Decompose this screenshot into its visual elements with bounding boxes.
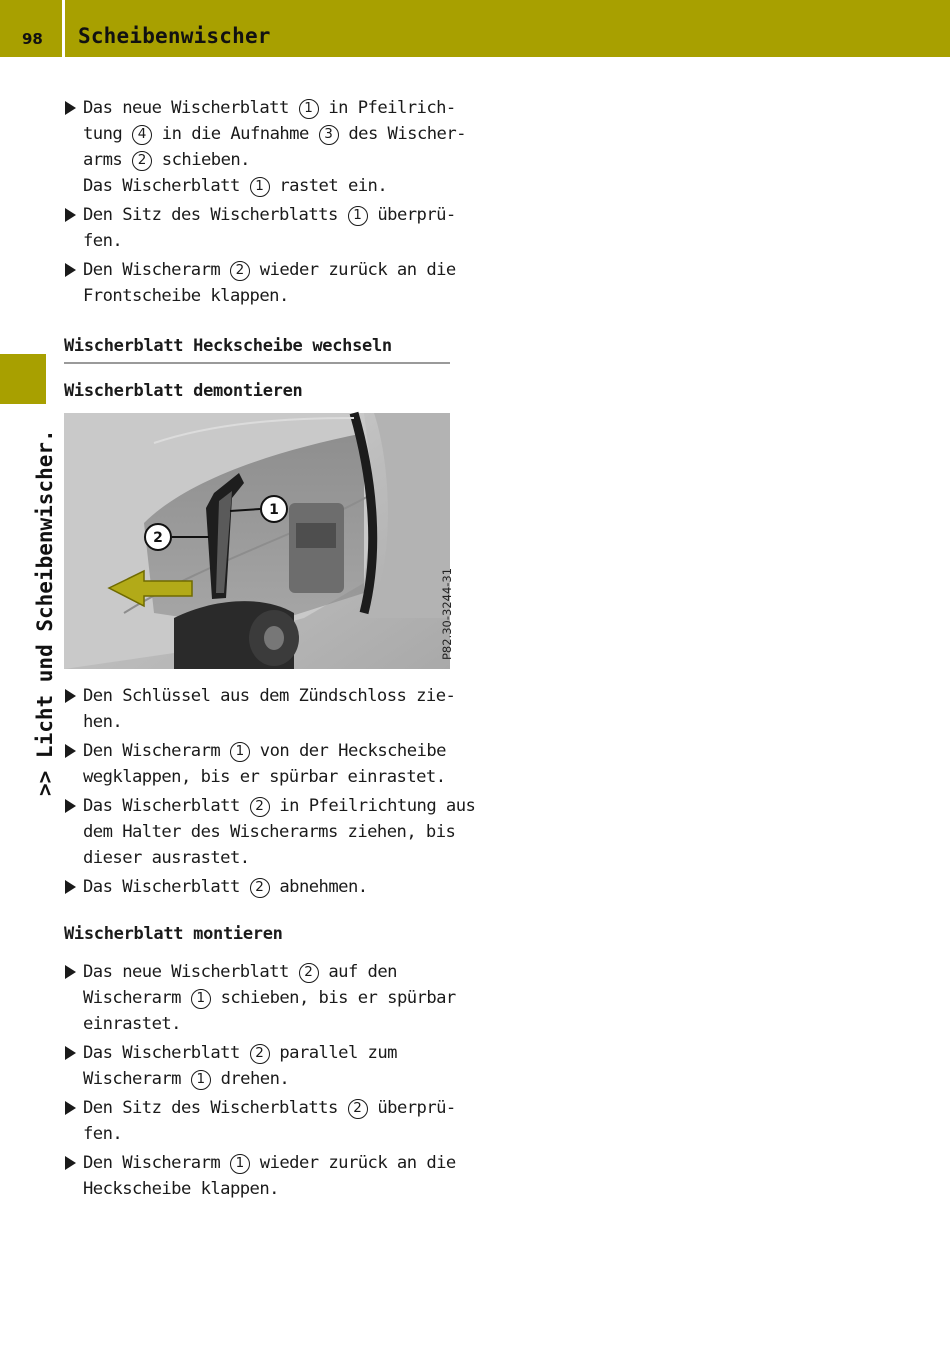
step-line — [83, 95, 456, 121]
step-text: Den Wischerarm — [83, 1153, 230, 1173]
step-arrow-icon — [65, 208, 76, 222]
step-line — [83, 874, 452, 900]
step-text: in Pfeilrichtung aus — [269, 796, 476, 816]
instruction-step — [64, 874, 452, 900]
step-line — [83, 793, 476, 819]
step-line — [83, 1011, 452, 1037]
step-arrow-icon — [65, 101, 76, 115]
step-text: Frontscheibe klappen. — [83, 286, 289, 306]
callout-number-icon: 1 — [348, 206, 368, 226]
step-arrow-icon — [65, 744, 76, 758]
step-text: Den Wischerarm — [83, 741, 230, 761]
instruction-step — [64, 959, 456, 1037]
step-text: dem Halter des Wischerarms ziehen, bis — [83, 822, 456, 842]
step-text: Das neue Wischerblatt — [83, 962, 299, 982]
callout-number-icon: 1 — [230, 742, 250, 762]
step-line — [83, 683, 456, 709]
step-text: in Pfeilrich- — [318, 98, 456, 118]
callout-number-icon: 2 — [230, 261, 250, 281]
page-title: Scheibenwischer — [78, 24, 271, 48]
step-text: einrastet. — [83, 1014, 181, 1034]
step-text: Den Schlüssel aus dem Zündschloss zie- — [83, 686, 456, 706]
step-line — [83, 985, 456, 1011]
callout-number-icon: 2 — [299, 963, 319, 983]
side-tab-chapter-label: >> Licht und Scheibenwischer. — [33, 429, 57, 796]
instruction-step — [64, 202, 456, 254]
step-text: fen. — [83, 1124, 123, 1144]
subsection-title-mount: Wischerblatt montieren — [64, 924, 283, 944]
callout-number-icon: 2 — [250, 878, 270, 898]
step-line — [83, 1095, 456, 1121]
step-line — [83, 1176, 452, 1202]
instruction-step — [64, 793, 476, 871]
step-text: wieder zurück an die — [249, 1153, 456, 1173]
step-arrow-icon — [65, 689, 76, 703]
step-text: des Wischer- — [338, 124, 466, 144]
step-text: Wischerarm — [83, 988, 191, 1008]
step-text: Heckscheibe klappen. — [83, 1179, 279, 1199]
step-line — [83, 1040, 452, 1066]
step-line — [83, 1150, 456, 1176]
callout-number-icon: 1 — [191, 1070, 211, 1090]
step-line — [83, 173, 452, 199]
step-text: schieben, bis er spürbar — [210, 988, 456, 1008]
step-text: Das neue Wischerblatt — [83, 98, 299, 118]
figure-code: P82.30-3244-31 — [440, 567, 454, 660]
step-line — [83, 147, 452, 173]
step-arrow-icon — [65, 1101, 76, 1115]
step-line — [83, 845, 452, 871]
step-line — [83, 1121, 452, 1147]
step-arrow-icon — [65, 880, 76, 894]
step-text: rastet ein. — [269, 176, 388, 196]
step-text: von der Heckscheibe — [249, 741, 446, 761]
step-arrow-icon — [65, 1156, 76, 1170]
step-arrow-icon — [65, 1046, 76, 1060]
instruction-step — [64, 738, 452, 790]
header-divider — [62, 0, 65, 57]
instruction-step — [64, 257, 456, 309]
step-text: abnehmen. — [269, 877, 368, 897]
callout-number-icon: 1 — [250, 177, 270, 197]
subsection-title-remove: Wischerblatt demontieren — [64, 381, 303, 401]
callout-number-icon: 2 — [132, 151, 152, 171]
page-header — [0, 0, 950, 57]
steps-list-front — [64, 95, 466, 309]
step-text: Das Wischerblatt — [83, 796, 250, 816]
step-arrow-icon — [65, 263, 76, 277]
step-text: dieser ausrastet. — [83, 848, 250, 868]
callout-number-icon: 1 — [230, 1154, 250, 1174]
step-text: tung — [83, 124, 132, 144]
step-line — [83, 959, 452, 985]
callout-number-icon: 1 — [191, 989, 211, 1009]
step-text: drehen. — [210, 1069, 290, 1089]
step-text: wieder zurück an die — [249, 260, 456, 280]
step-text: Den Sitz des Wischerblatts — [83, 205, 348, 225]
callout-number-icon: 2 — [250, 797, 270, 817]
step-text: Das Wischerblatt — [83, 1043, 250, 1063]
step-text: Den Sitz des Wischerblatts — [83, 1098, 348, 1118]
side-tab-marker — [0, 354, 46, 404]
callout-number-icon: 3 — [319, 125, 339, 145]
figure-callout-2-label: 2 — [153, 530, 163, 546]
instruction-step — [64, 95, 466, 199]
step-line — [83, 202, 456, 228]
callout-number-icon: 2 — [250, 1044, 270, 1064]
step-line — [83, 283, 452, 309]
step-line — [83, 257, 456, 283]
instruction-step — [64, 1150, 456, 1202]
step-arrow-icon — [65, 965, 76, 979]
step-text: Wischerarm — [83, 1069, 191, 1089]
step-line — [83, 738, 452, 764]
step-line — [83, 709, 452, 735]
step-text: hen. — [83, 712, 123, 732]
callout-number-icon: 2 — [348, 1099, 368, 1119]
step-text: Das Wischerblatt — [83, 877, 250, 897]
step-line — [83, 121, 466, 147]
instruction-step — [64, 1040, 452, 1092]
steps-list-remove — [64, 683, 476, 900]
rear-wiper-illustration — [64, 413, 450, 669]
step-text: wegklappen, bis er spürbar einrastet. — [83, 767, 446, 787]
step-line — [83, 1066, 452, 1092]
callout-number-icon: 1 — [299, 99, 319, 119]
step-text: fen. — [83, 231, 123, 251]
callout-number-icon: 4 — [132, 125, 152, 145]
step-text: parallel zum — [269, 1043, 397, 1063]
instruction-step — [64, 1095, 456, 1147]
step-text: arms — [83, 150, 132, 170]
step-line — [83, 228, 452, 254]
step-text: überprü- — [367, 1098, 456, 1118]
main-content — [64, 95, 476, 1205]
step-line — [83, 764, 452, 790]
step-text: überprü- — [367, 205, 456, 225]
figure-callout-1-label: 1 — [269, 502, 279, 518]
step-arrow-icon — [65, 799, 76, 813]
step-text: schieben. — [152, 150, 250, 170]
section-title: Wischerblatt Heckscheibe wechseln — [64, 336, 450, 364]
rear-wiper-figure — [64, 413, 454, 669]
page-number: 98 — [22, 30, 43, 48]
step-text: auf den — [318, 962, 397, 982]
steps-list-mount — [64, 959, 456, 1202]
step-text: in die Aufnahme — [152, 124, 319, 144]
step-line — [83, 819, 456, 845]
step-text: Den Wischerarm — [83, 260, 230, 280]
instruction-step — [64, 683, 456, 735]
step-text: Das Wischerblatt — [83, 176, 250, 196]
